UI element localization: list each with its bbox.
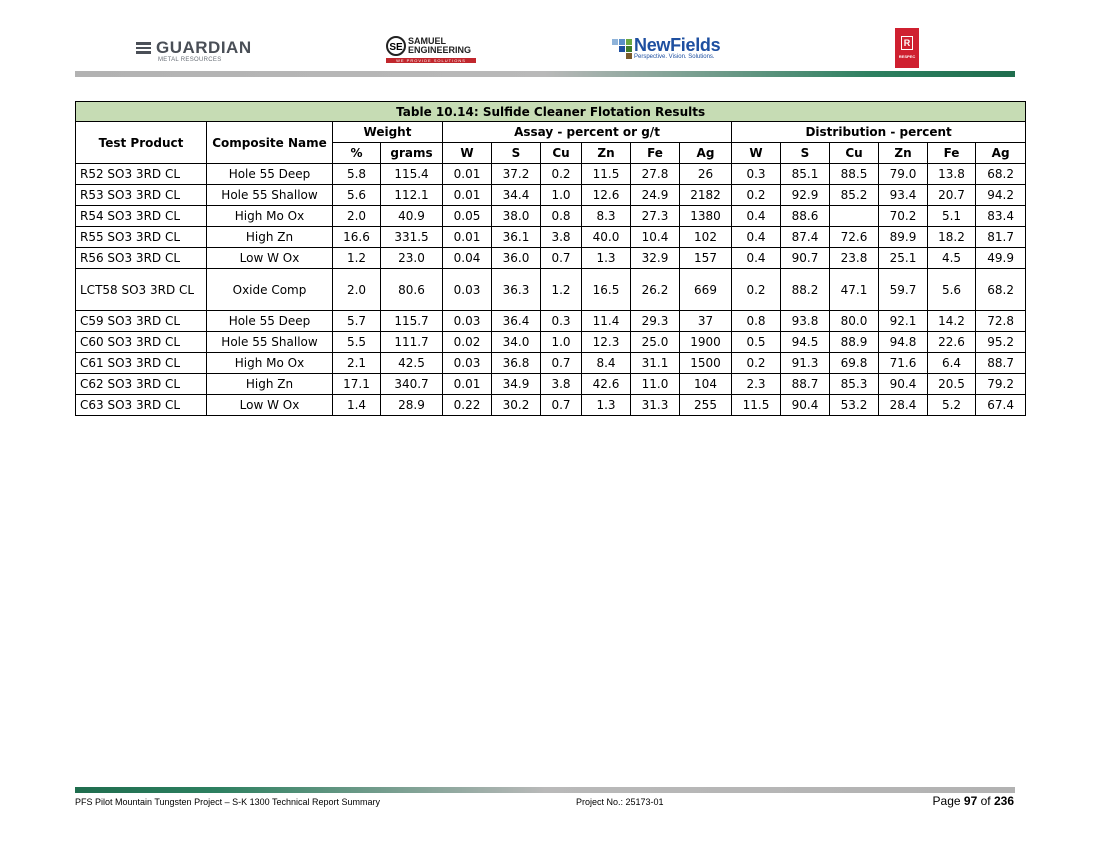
table-cell: 31.3: [631, 395, 680, 416]
flotation-results-table: [75, 101, 1026, 416]
table-cell: 0.02: [443, 332, 492, 353]
table-cell: 37.2: [492, 164, 541, 185]
footer-page-number: [933, 794, 1014, 808]
table-cell: 37: [680, 311, 732, 332]
table-cell: 26: [680, 164, 732, 185]
table-cell: 23.0: [381, 248, 443, 269]
table-cell: 80.0: [830, 311, 879, 332]
table-cell: 3.8: [541, 374, 582, 395]
table-cell: 0.01: [443, 227, 492, 248]
header-distribution-s: S: [781, 143, 830, 164]
table-cell: 111.7: [381, 332, 443, 353]
table-cell: 1900: [680, 332, 732, 353]
table-cell: 255: [680, 395, 732, 416]
table-cell: 31.1: [631, 353, 680, 374]
table-cell: 40.9: [381, 206, 443, 227]
table-row: [76, 311, 1026, 332]
test-product-cell: R53 SO3 3RD CL: [76, 185, 207, 206]
table-cell: 72.8: [976, 311, 1026, 332]
table-cell: 1500: [680, 353, 732, 374]
table-cell: 85.1: [781, 164, 830, 185]
table-cell: 340.7: [381, 374, 443, 395]
respec-logo: [895, 28, 919, 68]
table-cell: 42.6: [582, 374, 631, 395]
table-cell: 17.1: [333, 374, 381, 395]
test-product-cell: R54 SO3 3RD CL: [76, 206, 207, 227]
guardian-logo-name: GUARDIAN: [156, 38, 252, 57]
table-cell: 2.0: [333, 269, 381, 311]
table-cell: 0.3: [732, 164, 781, 185]
table-cell: 5.1: [928, 206, 976, 227]
table-cell: 1.3: [582, 248, 631, 269]
table-cell: 47.1: [830, 269, 879, 311]
table-cell: 36.8: [492, 353, 541, 374]
table-cell: 29.3: [631, 311, 680, 332]
newfields-square-icon: [626, 53, 632, 59]
table-cell: 26.2: [631, 269, 680, 311]
table-cell: 42.5: [381, 353, 443, 374]
table-cell: 0.01: [443, 164, 492, 185]
page-total: 236: [993, 794, 1014, 808]
table-cell: 34.9: [492, 374, 541, 395]
table-cell: 36.0: [492, 248, 541, 269]
table-cell: 16.5: [582, 269, 631, 311]
table-cell: 1.2: [541, 269, 582, 311]
table-cell: 2.0: [333, 206, 381, 227]
table-cell: 94.5: [781, 332, 830, 353]
samuel-logo-line1: SAMUEL: [408, 36, 446, 46]
table-cell: 1.4: [333, 395, 381, 416]
table-cell: 28.4: [879, 395, 928, 416]
table-cell: 11.4: [582, 311, 631, 332]
table-cell: 112.1: [381, 185, 443, 206]
table-cell: 0.03: [443, 269, 492, 311]
test-product-cell: C63 SO3 3RD CL: [76, 395, 207, 416]
newfields-square-icon: [619, 39, 625, 45]
newfields-square-icon: [626, 46, 632, 52]
table-cell: 38.0: [492, 206, 541, 227]
table-cell: 11.5: [582, 164, 631, 185]
newfields-logo-name: NewFields: [634, 35, 721, 55]
table-cell: 6.4: [928, 353, 976, 374]
table-cell: 1380: [680, 206, 732, 227]
table-cell: 0.2: [732, 269, 781, 311]
newfields-logo-tagline: Perspective. Vision. Solutions.: [634, 54, 715, 60]
footer-rule: [75, 787, 1015, 793]
table-cell: 91.3: [781, 353, 830, 374]
table-cell: 90.4: [879, 374, 928, 395]
table-cell: 32.9: [631, 248, 680, 269]
header-assay-w: W: [443, 143, 492, 164]
table-cell: 0.5: [732, 332, 781, 353]
header-distribution-group: Distribution - percent: [732, 122, 1026, 143]
table-cell: 81.7: [976, 227, 1026, 248]
table-cell: 10.4: [631, 227, 680, 248]
table-cell: 11.5: [732, 395, 781, 416]
table-cell: 0.2: [732, 353, 781, 374]
header-composite-name: Composite Name: [207, 122, 333, 164]
table-cell: 2.3: [732, 374, 781, 395]
table-cell: 88.7: [781, 374, 830, 395]
composite-name-cell: Oxide Comp: [207, 269, 333, 311]
table-cell: 0.3: [541, 311, 582, 332]
table-cell: 104: [680, 374, 732, 395]
table-cell: 95.2: [976, 332, 1026, 353]
table-cell: 18.2: [928, 227, 976, 248]
header-assay-group: Assay - percent or g/t: [443, 122, 732, 143]
table-cell: 16.6: [333, 227, 381, 248]
table-cell: 70.2: [879, 206, 928, 227]
table-cell: 14.2: [928, 311, 976, 332]
table-cell: 87.4: [781, 227, 830, 248]
header-distribution-ag: Ag: [976, 143, 1026, 164]
table-cell: 68.2: [976, 269, 1026, 311]
table-cell: 0.2: [732, 185, 781, 206]
table-cell: 1.3: [582, 395, 631, 416]
header-distribution-fe: Fe: [928, 143, 976, 164]
table-cell: 36.1: [492, 227, 541, 248]
menu-bars-icon: [136, 40, 151, 56]
table-cell: 5.8: [333, 164, 381, 185]
table-cell: [830, 206, 879, 227]
table-cell: 72.6: [830, 227, 879, 248]
table-row: [76, 374, 1026, 395]
table-cell: 27.3: [631, 206, 680, 227]
newfields-square-icon: [619, 46, 625, 52]
table-cell: 94.2: [976, 185, 1026, 206]
composite-name-cell: High Mo Ox: [207, 353, 333, 374]
table-cell: 88.9: [830, 332, 879, 353]
table-cell: 90.4: [781, 395, 830, 416]
table-cell: 115.4: [381, 164, 443, 185]
table-cell: 24.9: [631, 185, 680, 206]
table-cell: 5.6: [928, 269, 976, 311]
test-product-cell: C62 SO3 3RD CL: [76, 374, 207, 395]
table-cell: 669: [680, 269, 732, 311]
header-distribution-cu: Cu: [830, 143, 879, 164]
table-cell: 88.5: [830, 164, 879, 185]
table-cell: 0.05: [443, 206, 492, 227]
samuel-logo-initials: SE: [386, 36, 406, 56]
table-cell: 0.03: [443, 311, 492, 332]
table-cell: 5.6: [333, 185, 381, 206]
table-cell: 79.2: [976, 374, 1026, 395]
table-cell: 22.6: [928, 332, 976, 353]
table-row: [76, 185, 1026, 206]
table-cell: 12.3: [582, 332, 631, 353]
header-distribution-w: W: [732, 143, 781, 164]
table-cell: 0.4: [732, 248, 781, 269]
header-test-product: Test Product: [76, 122, 207, 164]
table-cell: 93.4: [879, 185, 928, 206]
test-product-cell: C61 SO3 3RD CL: [76, 353, 207, 374]
table-cell: 5.5: [333, 332, 381, 353]
table-cell: 25.0: [631, 332, 680, 353]
table-cell: 83.4: [976, 206, 1026, 227]
newfields-square-icon: [626, 39, 632, 45]
table-cell: 69.8: [830, 353, 879, 374]
table-cell: 0.2: [541, 164, 582, 185]
table-cell: 0.8: [541, 206, 582, 227]
table-cell: 53.2: [830, 395, 879, 416]
table-cell: 102: [680, 227, 732, 248]
table-cell: 36.4: [492, 311, 541, 332]
table-cell: 23.8: [830, 248, 879, 269]
table-row: [76, 164, 1026, 185]
table-cell: 88.6: [781, 206, 830, 227]
table-cell: 0.03: [443, 353, 492, 374]
composite-name-cell: Low W Ox: [207, 395, 333, 416]
table-cell: 94.8: [879, 332, 928, 353]
table-cell: 71.6: [879, 353, 928, 374]
table-cell: 12.6: [582, 185, 631, 206]
table-cell: 93.8: [781, 311, 830, 332]
table-cell: 0.22: [443, 395, 492, 416]
footer-project-number: Project No.: 25173-01: [576, 797, 664, 807]
respec-logo-word: RESPEC: [898, 54, 916, 59]
header-assay-zn: Zn: [582, 143, 631, 164]
table-cell: 5.2: [928, 395, 976, 416]
table-cell: 36.3: [492, 269, 541, 311]
table-cell: 1.0: [541, 332, 582, 353]
table-title: Table 10.14: Sulfide Cleaner Flotation Results: [76, 102, 1026, 122]
table-cell: 89.9: [879, 227, 928, 248]
table-cell: 0.7: [541, 248, 582, 269]
header-assay-ag: Ag: [680, 143, 732, 164]
table-cell: 80.6: [381, 269, 443, 311]
table-cell: 25.1: [879, 248, 928, 269]
table-cell: 0.04: [443, 248, 492, 269]
newfields-square-icon: [612, 39, 618, 45]
respec-logo-mark: R: [901, 36, 913, 50]
table-row: [76, 248, 1026, 269]
table-cell: 331.5: [381, 227, 443, 248]
table-cell: 4.5: [928, 248, 976, 269]
composite-name-cell: Hole 55 Deep: [207, 311, 333, 332]
guardian-logo-sub: METAL RESOURCES: [158, 57, 222, 63]
table-cell: 20.5: [928, 374, 976, 395]
test-product-cell: R56 SO3 3RD CL: [76, 248, 207, 269]
table-cell: 79.0: [879, 164, 928, 185]
table-cell: 0.7: [541, 395, 582, 416]
table-cell: 1.0: [541, 185, 582, 206]
composite-name-cell: Hole 55 Shallow: [207, 332, 333, 353]
page-prefix: Page: [932, 794, 961, 808]
table-cell: 8.4: [582, 353, 631, 374]
samuel-logo-strip: WE PROVIDE SOLUTIONS: [386, 58, 476, 63]
header-weight-group: Weight: [333, 122, 443, 143]
table-row: [76, 206, 1026, 227]
samuel-logo-line2: ENGINEERING: [408, 45, 472, 55]
header-assay-fe: Fe: [631, 143, 680, 164]
table-cell: 1.2: [333, 248, 381, 269]
table-cell: 0.8: [732, 311, 781, 332]
composite-name-cell: Hole 55 Deep: [207, 164, 333, 185]
table-cell: 11.0: [631, 374, 680, 395]
test-product-cell: C59 SO3 3RD CL: [76, 311, 207, 332]
table-cell: 0.4: [732, 206, 781, 227]
table-cell: 88.7: [976, 353, 1026, 374]
table-row: [76, 353, 1026, 374]
table-cell: 0.7: [541, 353, 582, 374]
composite-name-cell: High Mo Ox: [207, 206, 333, 227]
composite-name-cell: High Zn: [207, 374, 333, 395]
test-product-cell: LCT58 SO3 3RD CL: [76, 269, 207, 311]
table-cell: 85.3: [830, 374, 879, 395]
test-product-cell: C60 SO3 3RD CL: [76, 332, 207, 353]
table-cell: 88.2: [781, 269, 830, 311]
footer-report-title: PFS Pilot Mountain Tungsten Project – S-K 1300 Technical Report Summary: [75, 797, 380, 807]
table-cell: 92.9: [781, 185, 830, 206]
header-assay-cu: Cu: [541, 143, 582, 164]
table-cell: 34.4: [492, 185, 541, 206]
table-cell: 67.4: [976, 395, 1026, 416]
table-cell: 92.1: [879, 311, 928, 332]
table-cell: 68.2: [976, 164, 1026, 185]
page-of: of: [980, 794, 991, 808]
table-cell: 8.3: [582, 206, 631, 227]
table-row: [76, 395, 1026, 416]
table-cell: 0.4: [732, 227, 781, 248]
header-assay-s: S: [492, 143, 541, 164]
table-cell: 59.7: [879, 269, 928, 311]
header-distribution-zn: Zn: [879, 143, 928, 164]
table-cell: 0.01: [443, 374, 492, 395]
table-cell: 5.7: [333, 311, 381, 332]
page-current: 97: [963, 794, 978, 808]
table-cell: 115.7: [381, 311, 443, 332]
table-cell: 2.1: [333, 353, 381, 374]
composite-name-cell: Low W Ox: [207, 248, 333, 269]
table-cell: 85.2: [830, 185, 879, 206]
table-cell: 3.8: [541, 227, 582, 248]
header-weight-grams: grams: [381, 143, 443, 164]
table-row: [76, 227, 1026, 248]
header-weight-pct: %: [333, 143, 381, 164]
table-row: [76, 332, 1026, 353]
header-rule: [75, 71, 1015, 77]
table-cell: 90.7: [781, 248, 830, 269]
table-cell: 40.0: [582, 227, 631, 248]
table-cell: 0.01: [443, 185, 492, 206]
table-cell: 2182: [680, 185, 732, 206]
table-cell: 30.2: [492, 395, 541, 416]
table-cell: 13.8: [928, 164, 976, 185]
table-cell: 20.7: [928, 185, 976, 206]
table-row: [76, 269, 1026, 311]
table-cell: 49.9: [976, 248, 1026, 269]
composite-name-cell: Hole 55 Shallow: [207, 185, 333, 206]
table-cell: 28.9: [381, 395, 443, 416]
guardian-logo: [136, 38, 252, 63]
composite-name-cell: High Zn: [207, 227, 333, 248]
table-cell: 157: [680, 248, 732, 269]
test-product-cell: R55 SO3 3RD CL: [76, 227, 207, 248]
test-product-cell: R52 SO3 3RD CL: [76, 164, 207, 185]
table-cell: 34.0: [492, 332, 541, 353]
table-cell: 27.8: [631, 164, 680, 185]
